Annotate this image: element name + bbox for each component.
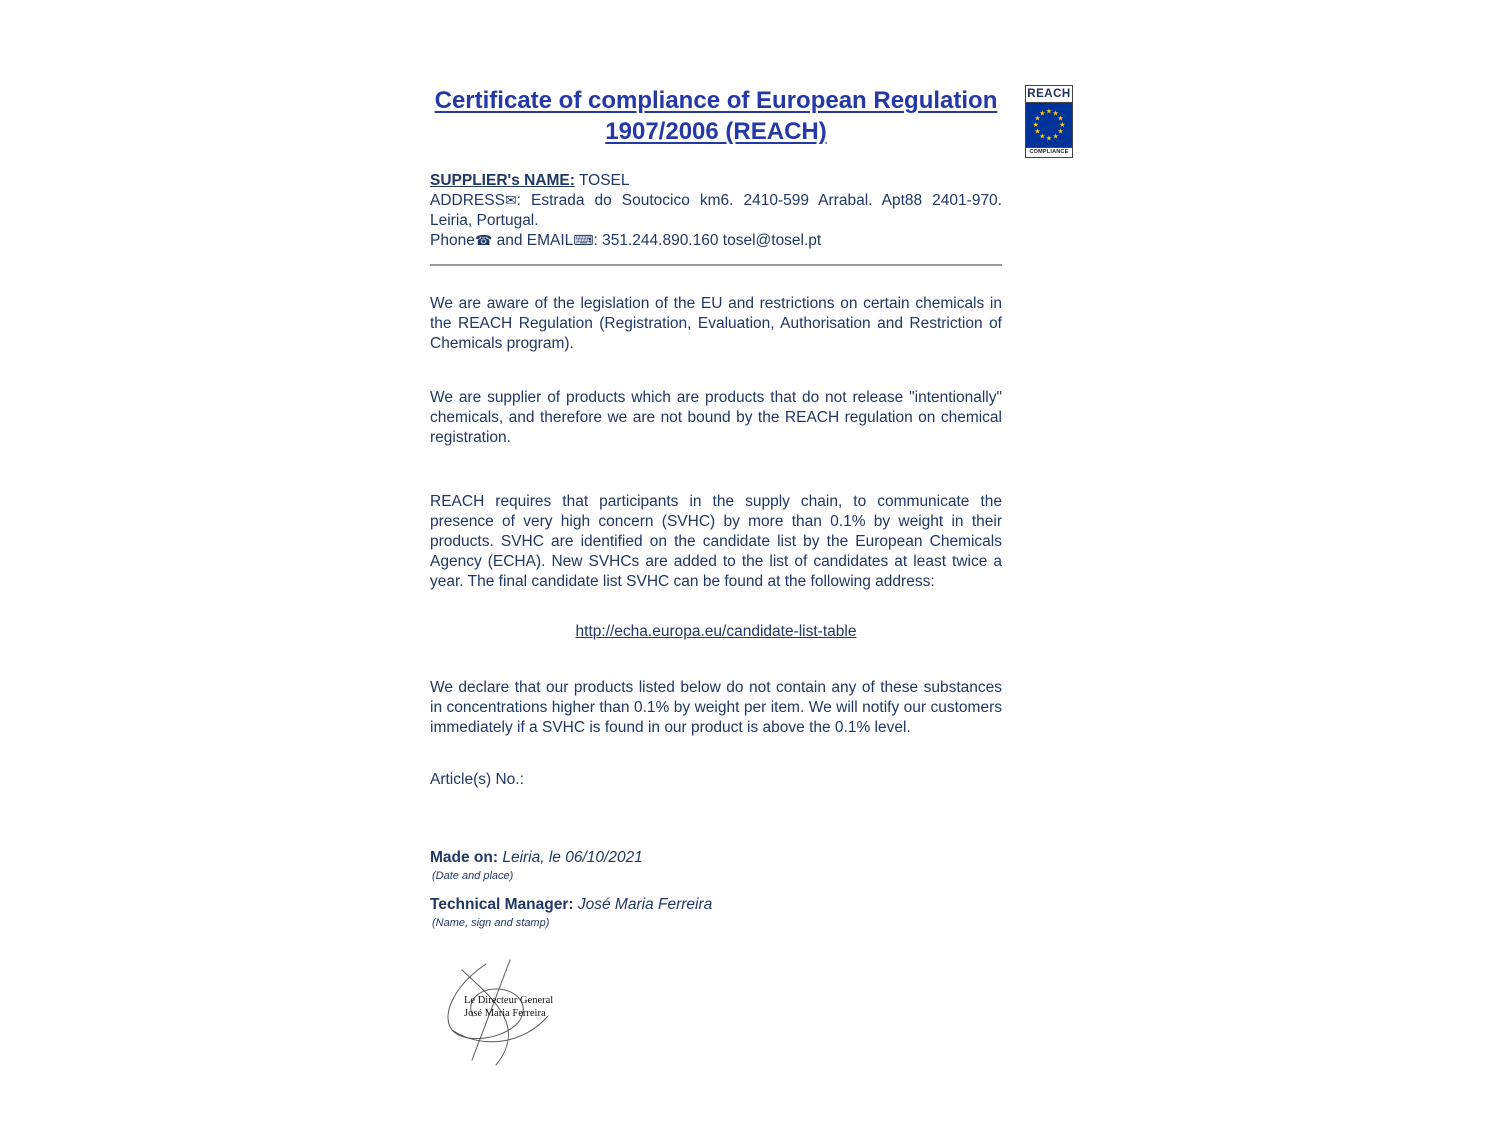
article-number-label: Article(s) No.: bbox=[430, 771, 524, 788]
supplier-contact-line bbox=[430, 231, 1002, 251]
title-line-1: Certificate of compliance of European Regulation bbox=[434, 87, 998, 114]
body-paragraph-declaration: We declare that our products listed below do not contain any of these substances in concentrations higher than 0.1% by weight per item. We will notify our customers immediately if a SVHC is found in our product is above the 0.1% level. bbox=[430, 679, 1002, 736]
svg-text:★: ★ bbox=[1034, 113, 1041, 123]
made-on-caption: (Date and place) bbox=[432, 870, 514, 882]
email-label: and EMAIL bbox=[492, 232, 574, 249]
page-title bbox=[430, 85, 1002, 147]
envelope-icon: ✉ bbox=[504, 193, 517, 209]
title-line-2: 1907/2006 (REACH) bbox=[605, 118, 827, 145]
svg-text:★: ★ bbox=[1045, 133, 1053, 143]
phone-label: Phone bbox=[430, 232, 475, 249]
body-paragraph-reach-requirements: REACH requires that participants in the supply chain, to communicate the presence of very high concern (SVHC) by more than 0.1% by weight in their products. SVHC are identified on the candidate list by the European Chemicals Agency (ECHA). New SVHCs are added to the list of candidates at least twice a year. The final candidate list SVHC can be found at the following address: bbox=[430, 493, 1002, 590]
svg-text:★: ★ bbox=[1052, 108, 1059, 118]
eu-flag-icon bbox=[1026, 103, 1072, 147]
made-on-value: Leiria, le 06/10/2021 bbox=[498, 849, 643, 866]
supplier-name-line bbox=[430, 171, 1002, 191]
supplier-name-label: SUPPLIER's NAME: bbox=[430, 172, 575, 189]
body-paragraph-awareness: We are aware of the legislation of the EU and restrictions on certain chemicals in the REACH Regulation (Registration, Evaluation, Authorisation and Restriction of Chemicals program). bbox=[430, 295, 1002, 352]
svg-text:★: ★ bbox=[1039, 108, 1046, 118]
reach-logo-caption: COMPLIANCE bbox=[1026, 147, 1072, 157]
svg-text:★: ★ bbox=[1057, 126, 1064, 136]
signature-block bbox=[430, 958, 580, 1068]
body-paragraph-supplier-status: We are supplier of products which are products that do not release "intentionally" chemicals, and therefore we are not bound by the REACH regulation on chemical registration. bbox=[430, 389, 1002, 446]
svg-text:★: ★ bbox=[1045, 106, 1053, 116]
technical-manager-label: Technical Manager: bbox=[430, 896, 574, 913]
signature-text bbox=[464, 994, 553, 1020]
address-value: : Estrada do Soutocico km6. 2410-599 Arrabal. Apt88 2401-970. Leiria, Portugal. bbox=[430, 192, 1002, 229]
supplier-address-line bbox=[430, 191, 1002, 231]
svg-text:★: ★ bbox=[1052, 131, 1059, 141]
address-label: ADDRESS bbox=[430, 192, 505, 209]
made-on-label: Made on: bbox=[430, 849, 499, 866]
svg-text:★: ★ bbox=[1057, 113, 1064, 123]
supplier-block bbox=[430, 171, 1002, 251]
svg-text:★: ★ bbox=[1034, 126, 1041, 136]
reach-compliance-logo bbox=[1025, 85, 1073, 158]
svg-text:★: ★ bbox=[1032, 120, 1039, 129]
candidate-list-link[interactable]: http://echa.europa.eu/candidate-list-table bbox=[575, 623, 857, 640]
svg-text:★: ★ bbox=[1039, 131, 1046, 141]
signature-line-2: José Maria Ferreira bbox=[464, 1008, 546, 1019]
made-on-line bbox=[430, 848, 1002, 868]
document-content bbox=[430, 85, 1002, 1068]
technical-manager-line bbox=[430, 895, 1002, 915]
phone-icon: ☎ bbox=[474, 233, 493, 249]
technical-manager-value: José Maria Ferreira bbox=[573, 896, 713, 913]
contact-value: : 351.244.890.160 tosel@tosel.pt bbox=[593, 232, 822, 249]
svg-text:★: ★ bbox=[1059, 120, 1066, 129]
horizontal-divider bbox=[430, 264, 1002, 266]
computer-icon: ⌨ bbox=[573, 233, 594, 249]
reach-logo-word: REACH bbox=[1026, 86, 1072, 103]
supplier-name-value: TOSEL bbox=[574, 172, 630, 189]
technical-manager-caption: (Name, sign and stamp) bbox=[432, 917, 550, 929]
candidate-list-link-line bbox=[430, 622, 1002, 642]
signature-line-1: Le Directeur General bbox=[464, 995, 554, 1006]
